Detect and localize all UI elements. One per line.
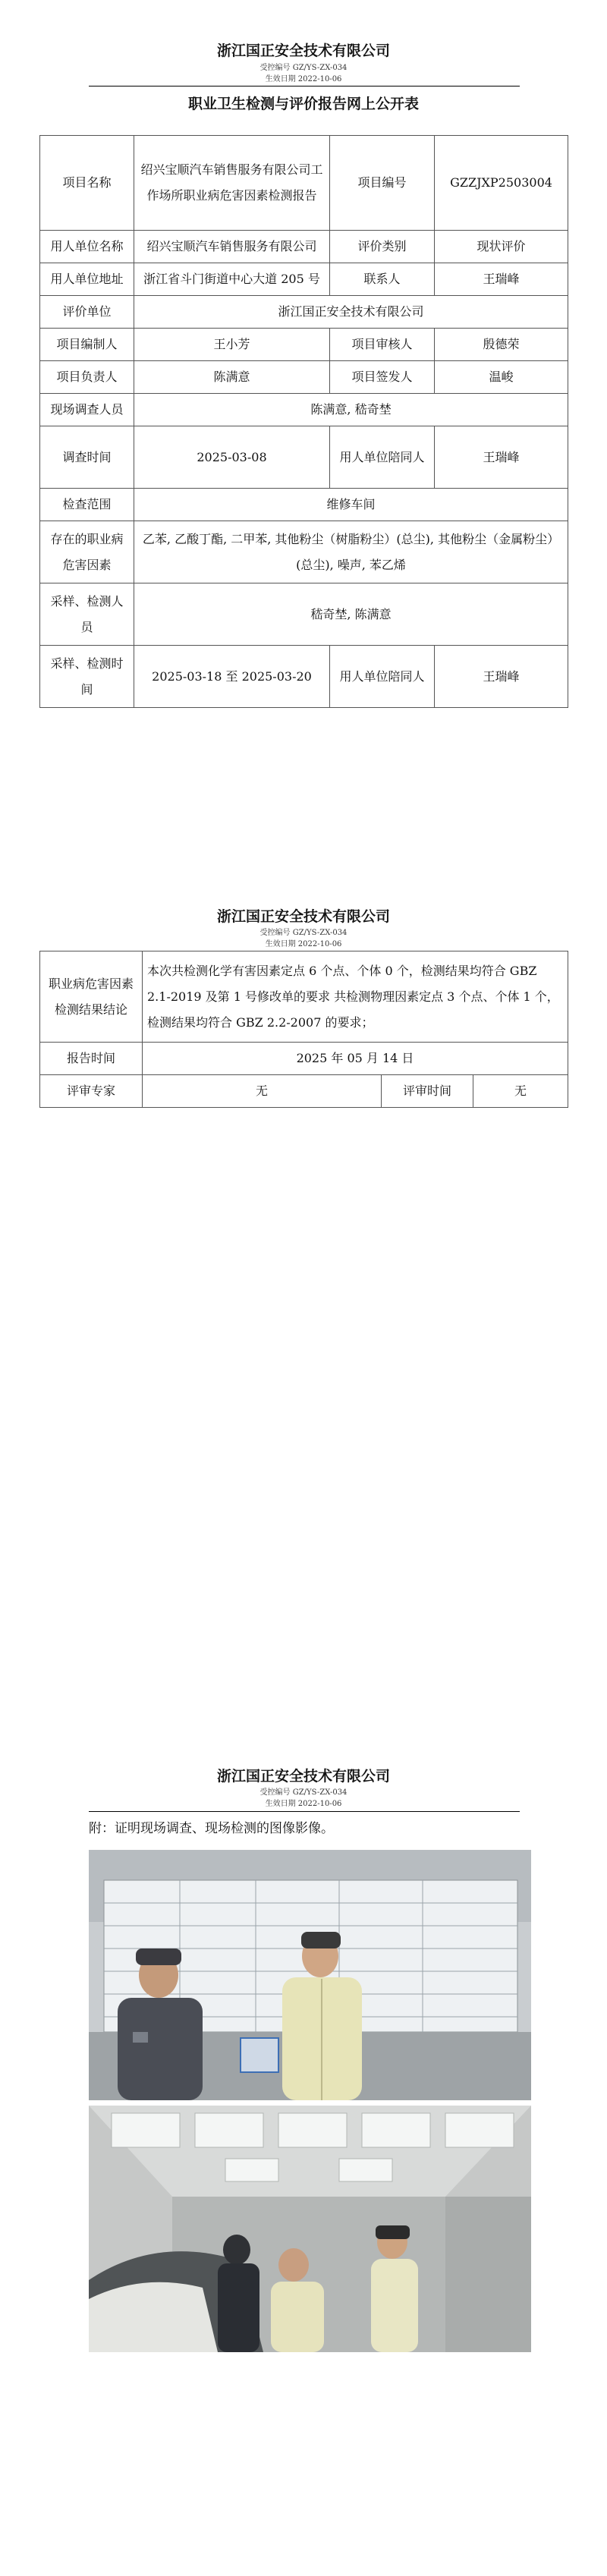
header-rule-3 — [89, 1811, 520, 1812]
review-time-value: 无 — [473, 1075, 568, 1108]
site-investigators-label: 现场调查人员 — [40, 394, 134, 426]
site-inspection-photo-image — [89, 2106, 531, 2352]
leader-label: 项目负责人 — [40, 361, 134, 394]
site-survey-photo-image — [89, 1850, 531, 2100]
project-no-value: GZZJXP2503004 — [435, 136, 568, 231]
eval-type-value: 现状评价 — [435, 231, 568, 263]
sampling-time-value: 2025-03-18 至 2025-03-20 — [134, 646, 330, 708]
employer-address-value: 浙江省斗门街道中心大道 205 号 — [134, 263, 330, 296]
project-name-value: 绍兴宝顺汽车销售服务有限公司工作场所职业病危害因素检测报告 — [134, 136, 330, 231]
disclosure-table-results — [39, 951, 568, 1108]
site-survey-photo — [89, 1850, 531, 2100]
eval-unit-value: 浙江国正安全技术有限公司 — [134, 296, 568, 329]
compiler-label: 项目编制人 — [40, 329, 134, 361]
issuer-label: 项目签发人 — [330, 361, 435, 394]
accompany2-value: 王瑞峰 — [435, 646, 568, 708]
control-number-2: 受控编号 GZ/YS-ZX-034 — [259, 929, 348, 937]
effective-date-2: 生效日期 2022-10-06 — [265, 940, 342, 948]
survey-time-label: 调查时间 — [40, 426, 134, 489]
eval-type-label: 评价类别 — [330, 231, 435, 263]
sampling-staff-value: 嵇奇埜, 陈满意 — [134, 583, 568, 646]
sampling-time-label: 采样、检测时间 — [40, 646, 134, 708]
company-header-2: 浙江国正安全技术有限公司 — [216, 908, 390, 925]
survey-time-value: 2025-03-08 — [134, 426, 330, 489]
conclusion-label: 职业病危害因素检测结果结论 — [40, 951, 143, 1043]
project-no-label: 项目编号 — [330, 136, 435, 231]
hazards-label: 存在的职业病危害因素 — [40, 521, 134, 583]
report-time-value: 2025 年 05 月 14 日 — [143, 1043, 568, 1075]
employer-name-value: 绍兴宝顺汽车销售服务有限公司 — [134, 231, 330, 263]
compiler-value: 王小芳 — [134, 329, 330, 361]
disclosure-table-main — [39, 135, 568, 708]
issuer-value: 温峻 — [435, 361, 568, 394]
document-title: 职业卫生检测与评价报告网上公开表 — [187, 96, 419, 112]
project-name-label: 项目名称 — [40, 136, 134, 231]
employer-name-label: 用人单位名称 — [40, 231, 134, 263]
review-time-label: 评审时间 — [382, 1075, 473, 1108]
reviewer-value: 殷德荣 — [435, 329, 568, 361]
contact-label: 联系人 — [330, 263, 435, 296]
scope-value: 维修车间 — [134, 489, 568, 521]
conclusion-value: 本次共检测化学有害因素定点 6 个点、个体 0 个，检测结果均符合 GBZ 2.1-2019 及第 1 号修改单的要求 共检测物理因素定点 3 个点、个体 1 个，检测结果均符合 GBZ 2.2-2007 的要求； — [143, 951, 568, 1043]
eval-unit-label: 评价单位 — [40, 296, 134, 329]
accompany2-label: 用人单位陪同人 — [330, 646, 435, 708]
control-number-1: 受控编号 GZ/YS-ZX-034 — [259, 64, 348, 72]
hazards-value: 乙苯, 乙酸丁酯, 二甲苯, 其他粉尘（树脂粉尘）(总尘), 其他粉尘（金属粉尘）(总尘), 噪声, 苯乙烯 — [134, 521, 568, 583]
annex-caption: 附：证明现场调查、现场检测的图像影像。 — [89, 1821, 334, 1836]
scope-label: 检查范围 — [40, 489, 134, 521]
accompany-label: 用人单位陪同人 — [330, 426, 435, 489]
reviewer-label: 项目审核人 — [330, 329, 435, 361]
effective-date-3: 生效日期 2022-10-06 — [265, 1800, 342, 1808]
experts-value: 无 — [143, 1075, 382, 1108]
site-inspection-photo — [89, 2106, 531, 2352]
sampling-staff-label: 采样、检测人员 — [40, 583, 134, 646]
employer-address-label: 用人单位地址 — [40, 263, 134, 296]
effective-date-1: 生效日期 2022-10-06 — [265, 75, 342, 83]
site-investigators-value: 陈满意, 嵇奇埜 — [134, 394, 568, 426]
company-header-1: 浙江国正安全技术有限公司 — [216, 42, 390, 59]
control-number-3: 受控编号 GZ/YS-ZX-034 — [259, 1788, 348, 1797]
report-time-label: 报告时间 — [40, 1043, 143, 1075]
leader-value: 陈满意 — [134, 361, 330, 394]
accompany-value: 王瑞峰 — [435, 426, 568, 489]
experts-label: 评审专家 — [40, 1075, 143, 1108]
contact-value: 王瑞峰 — [435, 263, 568, 296]
company-header-3: 浙江国正安全技术有限公司 — [216, 1768, 390, 1785]
